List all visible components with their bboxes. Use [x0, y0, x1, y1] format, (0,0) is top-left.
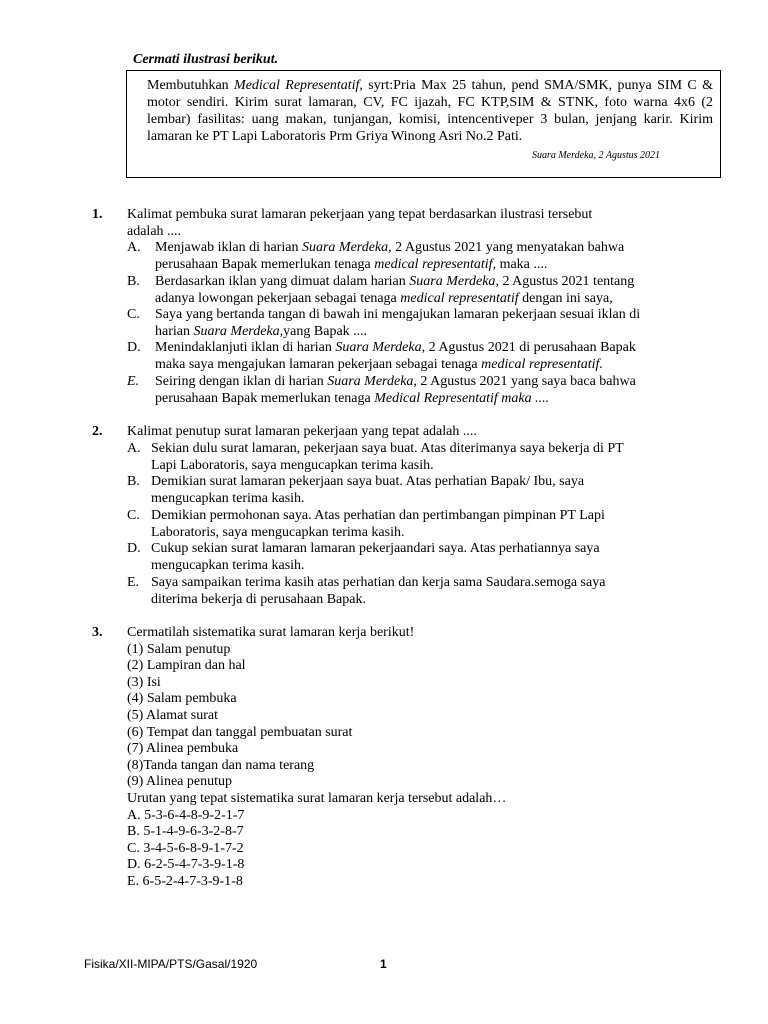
- footer-document-code: Fisika/XII-MIPA/PTS/Gasal/1920: [84, 957, 258, 971]
- question-1-number: 1.: [92, 207, 103, 222]
- question-3-option-d: D. 6-2-5-4-7-3-9-1-8: [127, 857, 245, 873]
- list-item: (3) Isi: [127, 674, 161, 690]
- question-2-stem: Kalimat penutup surat lamaran pekerjaan yang tepat adalah ....: [127, 424, 477, 439]
- question-3-option-b: B. 5-1-4-9-6-3-2-8-7: [127, 824, 244, 840]
- question-3-option-a: A. 5-3-6-4-8-9-2-1-7: [127, 807, 245, 823]
- page-number: 1: [380, 957, 387, 971]
- list-item: (5) Alamat surat: [127, 707, 218, 723]
- job-ad-box: [126, 70, 721, 178]
- list-item: (4) Salam pembuka: [127, 691, 237, 707]
- list-item: (6) Tempat dan tanggal pembuatan surat: [127, 724, 353, 740]
- list-item: (7) Alinea pembuka: [127, 741, 239, 757]
- list-item: (9) Alinea penutup: [127, 774, 232, 790]
- question-1-stem: Kalimat pembuka surat lamaran pekerjaan yang tepat berdasarkan ilustrasi tersebut adalah ....: [127, 207, 593, 239]
- question-3-stem: Cermatilah sistematika surat lamaran kerja berikut! (1) Salam penutup (2) Lampiran dan hal (3) Isi (4) Salam pembuka (5) Alamat surat (6) Tempat dan tanggal pembuatan surat (7) Alinea pembuka (8)Tanda tangan dan nama terang (9) Alinea penutup Urutan yang tepat sistematika surat lamaran kerja tersebut adalah… A. 5-3-6-4-8-9-2-1-7 B. 5-1-4-9-6-3-2-8-7 C. 3-4-5-6-8-9-1-7-2 D. 6-2-5-4-7-3-9-1-8 E. 6-5-2-4-7-3-9-1-8: [127, 625, 507, 889]
- question-3-option-e: E. 6-5-2-4-7-3-9-1-8: [127, 873, 243, 889]
- job-ad-text: Membutuhkan Medical Representatif, syrt:Pria Max 25 tahun, pend SMA/SMK, punya SIM C & motor sendiri. Kirim surat lamaran, CV, FC ijazah, FC KTP,SIM & STNK, foto warna 4x6 (2 lembar) fasilitas: uang makan, tunjangan, komisi, intencentiveper 3 bulan, jenjang karir. Kirim lamaran ke PT Lapi Laboratoris Prm Griya Winong Asri No.2 Pati.: [147, 78, 713, 144]
- question-3-number: 3.: [92, 625, 103, 640]
- question-3-option-c: C. 3-4-5-6-8-9-1-7-2: [127, 840, 244, 856]
- question-2-number: 2.: [92, 424, 103, 439]
- list-item: (2) Lampiran dan hal: [127, 658, 246, 674]
- list-item: (8)Tanda tangan dan nama terang: [127, 757, 315, 773]
- job-ad-source: Suara Merdeka, 2 Agustus 2021: [531, 150, 660, 161]
- list-item: (1) Salam penutup: [127, 641, 231, 657]
- instruction-heading: Cermati ilustrasi berikut.: [133, 52, 279, 67]
- question-3-prompt: Urutan yang tepat sistematika surat lamaran kerja tersebut adalah…: [127, 790, 507, 806]
